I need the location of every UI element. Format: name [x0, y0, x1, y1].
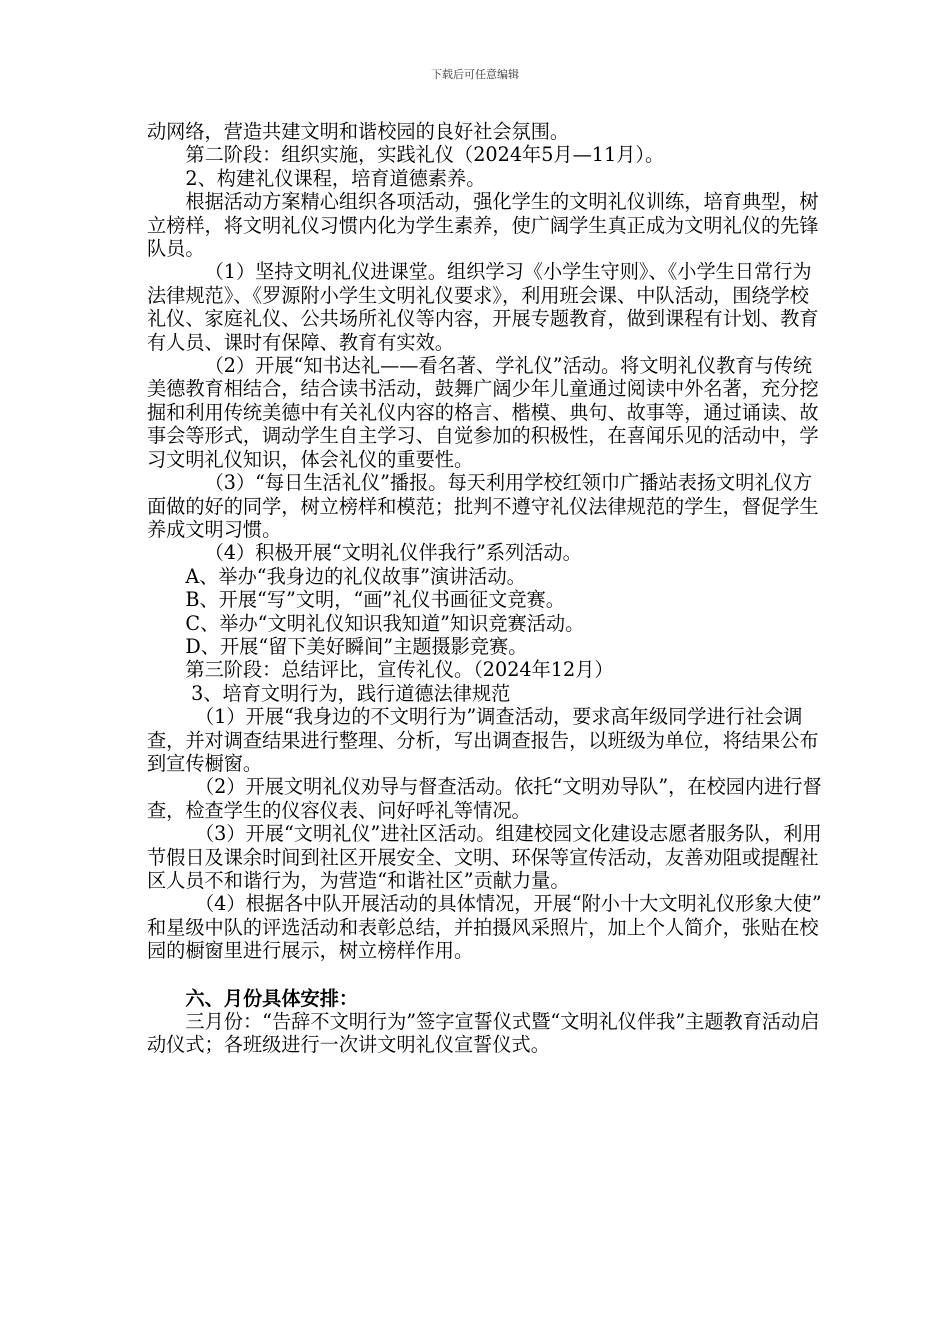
paragraph: 根据活动方案精心组织各项活动，强化学生的文明礼仪训练，培育典型，树立榜样，将文明礼仪习惯内化为学生素养，使广阔学生真正成为文明礼仪的先锋队员。	[147, 190, 819, 261]
paragraph: （1）坚持文明礼仪进课堂。组织学习《小学生守则》、《小学生日常行为法律规范》、《罗源附小学生文明礼仪要求》，利用班会课、中队活动，围绕学校礼仪、家庭礼仪、公共场所礼仪等内容，开展专题教育，做到课程有计划、教育有人员、课时有保障、教育有实效。	[147, 260, 819, 354]
paragraph: （4）积极开展“文明礼仪伴我行”系列活动。	[204, 541, 582, 565]
paragraph: （4）根据各中队开展活动的具体情况，开展“附小十大文明礼仪形象大使” 和星级中队的评选活动和表彰总结，并拍摄风采照片，加上个人简介，张贴在校园的橱窗里进行展示，树立榜样作用。	[147, 892, 822, 963]
paragraph: 第三阶段：总结评比，宣传礼仪。（2024年12月）	[185, 658, 614, 682]
section-heading: 六、月份具体安排：	[185, 986, 359, 1010]
paragraph: 动网络，营造共建文明和谐校园的良好社会氛围。	[147, 120, 570, 143]
paragraph: A、举办“我身边的礼仪故事”演讲活动。	[185, 564, 526, 588]
paragraph: （2）开展“知书达礼——看名著、学礼仪”活动。将文明礼仪教育与传统美德教育相结合，结合读书活动，鼓舞广阔少年儿童通过阅读中外名著，充分挖掘和利用传统美德中有关礼仪内容的格言、楷模、典句、故事等，通过诵读、故事会等形式，调动学生自主学习、自觉参加的积极性，在喜闻乐见的活动中，学习文明礼仪知识，体会礼仪的重要性。	[147, 354, 819, 471]
paragraph: （3）“每日生活礼仪”播报。每天利用学校红领巾广播站表扬文明礼仪方面做的好的同学，树立榜样和模范；批判不遵守礼仪法律规范的学生，督促学生养成文明习惯。	[147, 471, 819, 541]
paragraph: （3）开展“文明礼仪”进社区活动。组建校园文化建设志愿者服务队，利用节假日及课余时间到社区开展安全、文明、环保等宣传活动，友善劝阻或提醒社区人员不和谐行为，为营造“和谐社区”贡献力量。	[147, 822, 822, 892]
paragraph: B、开展“写”文明，“画”礼仪书画征文竞赛。	[185, 588, 565, 612]
paragraph: 2、构建礼仪课程，培育道德素养。	[185, 166, 486, 190]
paragraph: C、举办“文明礼仪知识我知道”知识竞赛活动。	[185, 611, 585, 635]
document-body	[147, 120, 825, 1057]
paragraph: （1）开展“我身边的不文明行为”调查活动，要求高年级同学进行社会调查，并对调查结果进行整理、分析，写出调查报告，以班级为单位，将结果公布到宣传橱窗。	[147, 705, 819, 775]
paragraph: 第二阶段：组织实施，实践礼仪（2024年5月—11月）。	[185, 143, 665, 167]
page-header: 下载后可任意编辑	[431, 68, 519, 81]
paragraph: 3、培育文明行为，践行道德法律规范	[191, 681, 511, 705]
spacer	[147, 963, 825, 987]
closing-paragraph: 三月份：“告辞不文明行为”签字宣誓仪式暨“文明礼仪伴我”主题教育活动启动仪式；各班级进行一次讲文明礼仪宣誓仪式。	[147, 1010, 820, 1057]
paragraph-list	[147, 120, 825, 963]
paragraph: （2）开展文明礼仪劝导与督查活动。依托“文明劝导队”，在校园内进行督查，检查学生的仪容仪表、问好呼礼等情况。	[147, 775, 822, 822]
paragraph: D、开展“留下美好瞬间”主题摄影竞赛。	[185, 634, 528, 658]
